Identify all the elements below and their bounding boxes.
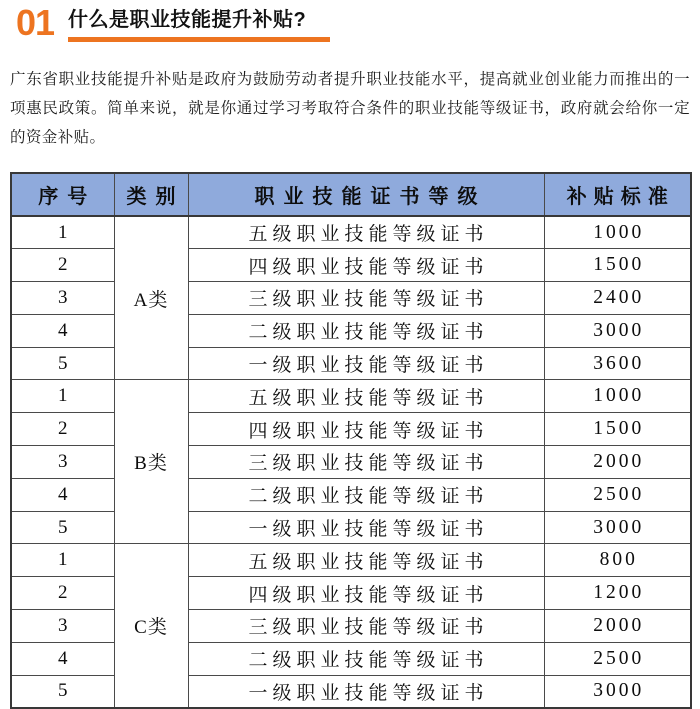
subsidy-amount-cell: 2500 xyxy=(544,642,691,675)
column-header-cert: 职业技能证书等级 xyxy=(188,173,544,216)
cert-level-cell: 一级职业技能等级证书 xyxy=(188,511,544,544)
table-header xyxy=(11,173,691,216)
seq-cell: 3 xyxy=(11,282,114,315)
cert-level-cell: 三级职业技能等级证书 xyxy=(188,446,544,479)
column-header-seq: 序号 xyxy=(11,173,114,216)
category-cell: A类 xyxy=(114,216,188,380)
seq-cell: 3 xyxy=(11,610,114,643)
subsidy-amount-cell: 1000 xyxy=(544,380,691,413)
subsidy-amount-cell: 3000 xyxy=(544,511,691,544)
table-row xyxy=(11,675,691,708)
table-row xyxy=(11,610,691,643)
cert-level-cell: 五级职业技能等级证书 xyxy=(188,544,544,577)
title-underline xyxy=(68,37,330,42)
column-header-subsidy: 补贴标准 xyxy=(544,173,691,216)
table-body xyxy=(11,216,691,708)
table-row xyxy=(11,347,691,380)
seq-cell: 2 xyxy=(11,249,114,282)
section-header xyxy=(16,2,700,43)
seq-cell: 1 xyxy=(11,380,114,413)
cert-level-cell: 四级职业技能等级证书 xyxy=(188,413,544,446)
seq-cell: 2 xyxy=(11,577,114,610)
cert-level-cell: 四级职业技能等级证书 xyxy=(188,249,544,282)
table-row xyxy=(11,642,691,675)
cert-level-cell: 五级职业技能等级证书 xyxy=(188,216,544,249)
table-row xyxy=(11,544,691,577)
table-row xyxy=(11,478,691,511)
seq-cell: 4 xyxy=(11,314,114,347)
cert-level-cell: 二级职业技能等级证书 xyxy=(188,478,544,511)
cert-level-cell: 一级职业技能等级证书 xyxy=(188,675,544,708)
cert-level-cell: 一级职业技能等级证书 xyxy=(188,347,544,380)
subsidy-amount-cell: 2000 xyxy=(544,446,691,479)
cert-level-cell: 三级职业技能等级证书 xyxy=(188,282,544,315)
seq-cell: 1 xyxy=(11,216,114,249)
section-title: 什么是职业技能提升补贴? xyxy=(68,9,307,31)
table-row xyxy=(11,282,691,315)
seq-cell: 4 xyxy=(11,478,114,511)
subsidy-amount-cell: 1500 xyxy=(544,249,691,282)
table-row xyxy=(11,216,691,249)
table-row xyxy=(11,511,691,544)
seq-cell: 3 xyxy=(11,446,114,479)
seq-cell: 5 xyxy=(11,511,114,544)
subsidy-amount-cell: 3000 xyxy=(544,314,691,347)
table-row xyxy=(11,314,691,347)
table-header-row xyxy=(11,173,691,216)
section-number: 01 xyxy=(16,2,55,43)
column-header-category: 类别 xyxy=(114,173,188,216)
category-cell: C类 xyxy=(114,544,188,708)
subsidy-amount-cell: 800 xyxy=(544,544,691,577)
subsidy-amount-cell: 2500 xyxy=(544,478,691,511)
section-title-wrap xyxy=(68,6,330,42)
seq-cell: 5 xyxy=(11,347,114,380)
cert-level-cell: 二级职业技能等级证书 xyxy=(188,314,544,347)
table-row xyxy=(11,380,691,413)
cert-level-cell: 五级职业技能等级证书 xyxy=(188,380,544,413)
seq-cell: 5 xyxy=(11,675,114,708)
seq-cell: 2 xyxy=(11,413,114,446)
subsidy-amount-cell: 1500 xyxy=(544,413,691,446)
table-row xyxy=(11,446,691,479)
subsidy-table xyxy=(10,172,692,709)
table-row xyxy=(11,413,691,446)
seq-cell: 1 xyxy=(11,544,114,577)
category-cell: B类 xyxy=(114,380,188,544)
cert-level-cell: 二级职业技能等级证书 xyxy=(188,642,544,675)
subsidy-amount-cell: 2400 xyxy=(544,282,691,315)
subsidy-amount-cell: 1000 xyxy=(544,216,691,249)
page xyxy=(0,2,700,704)
table-row xyxy=(11,249,691,282)
cert-level-cell: 四级职业技能等级证书 xyxy=(188,577,544,610)
subsidy-amount-cell: 3600 xyxy=(544,347,691,380)
subsidy-amount-cell: 2000 xyxy=(544,610,691,643)
seq-cell: 4 xyxy=(11,642,114,675)
subsidy-amount-cell: 3000 xyxy=(544,675,691,708)
subsidy-amount-cell: 1200 xyxy=(544,577,691,610)
cert-level-cell: 三级职业技能等级证书 xyxy=(188,610,544,643)
table-row xyxy=(11,577,691,610)
intro-paragraph: 广东省职业技能提升补贴是政府为鼓励劳动者提升职业技能水平，提高就业创业能力而推出的一项惠民政策。简单来说，就是你通过学习考取符合条件的职业技能等级证书，政府就会给你一定的资金补贴。 xyxy=(10,71,690,146)
